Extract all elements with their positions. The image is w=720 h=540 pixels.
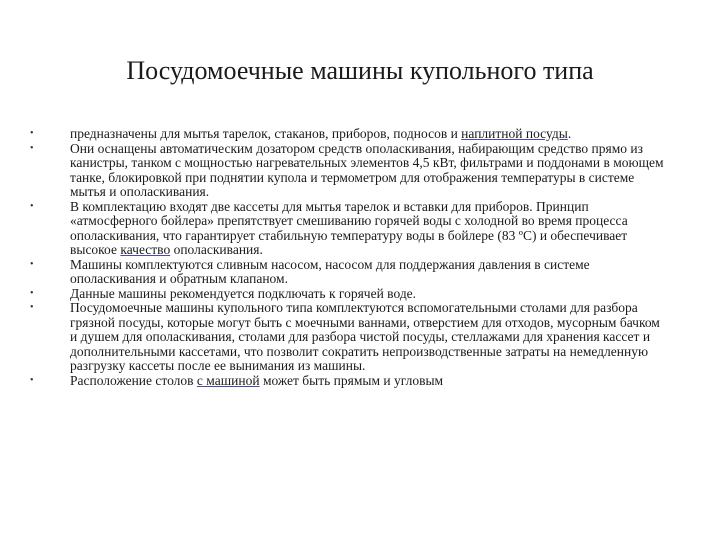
link-s-mashinoy[interactable]: с машиной (196, 372, 260, 388)
bullet-icon: • (30, 302, 34, 313)
bullet-text-end: ополаскивания. (170, 242, 263, 257)
bullet-text: Посудомоечные машины купольного типа комплектуются вспомогательными столами для разбора грязной посуды, которые могут быть с моечными ваннами, отверстием для отходов, мусорным бачком и душем для ополаскивания, столами для разбора чистой посуды, стеллажами для хранения кассет и дополнительными кассетами, что позволит сократить непроизводственные затраты на немедленную разгрузку кассеты после ее вынимания из машины. (70, 300, 660, 373)
bullet-text: предназначены для мытья тарелок, стаканов, приборов, подносов и (70, 126, 462, 141)
bullet-icon: • (30, 142, 34, 154)
bullet-text-end: может быть прямым и угловым (259, 372, 444, 388)
bullet-item-tables (30, 301, 670, 374)
bullet-icon: • (30, 258, 34, 270)
bullet-item-pumps (30, 258, 670, 287)
link-naplitnaya-posuda[interactable]: наплитной посуды (461, 126, 568, 141)
bullet-item-hot-water (30, 287, 670, 302)
bullet-icon: • (30, 200, 34, 212)
bullet-icon: • (30, 374, 34, 386)
bullet-item-equipment (30, 142, 670, 200)
bullet-text: Расположение столов (70, 372, 197, 388)
bullet-item-layout (30, 374, 670, 389)
bullet-text: Данные машины рекомендуется подключать к горячей воде. (70, 285, 417, 301)
bullet-icon: • (30, 287, 34, 299)
bullet-item-cassettes (30, 200, 670, 258)
bullet-text: Они оснащены автоматическим дозатором средств ополаскивания, набирающим средство прямо из канистры, танком с мощностью нагревательных элементов 4,5 кВт, фильтрами и поддонами в моющем танке, блокировкой при поднятии купола и термометром для отображения температуры в системе мытья и ополаскивания. (70, 140, 664, 199)
link-kachestvo[interactable]: качество (120, 242, 171, 257)
slide-title: Посудомоечные машины купольного типа (126, 56, 594, 85)
bullet-text-end: . (567, 126, 572, 141)
bullet-text: Машины комплектуются сливным насосом, насосом для поддержания давления в системе ополаскивания и обратным клапаном. (70, 256, 590, 286)
bullet-item-purpose (30, 127, 670, 142)
bullet-text: В комплектацию входят две кассеты для мытья тарелок и вставки для приборов. Принцип «атмосферного бойлера» препятствует смешиванию горячей воды с холодной во время процесса ополаскивания, что гарантирует стабильную температуру воды в бойлере (83 ºС) и обеспечивает высокое (70, 198, 628, 257)
bullet-icon: • (30, 128, 34, 139)
bullet-list (30, 127, 670, 388)
